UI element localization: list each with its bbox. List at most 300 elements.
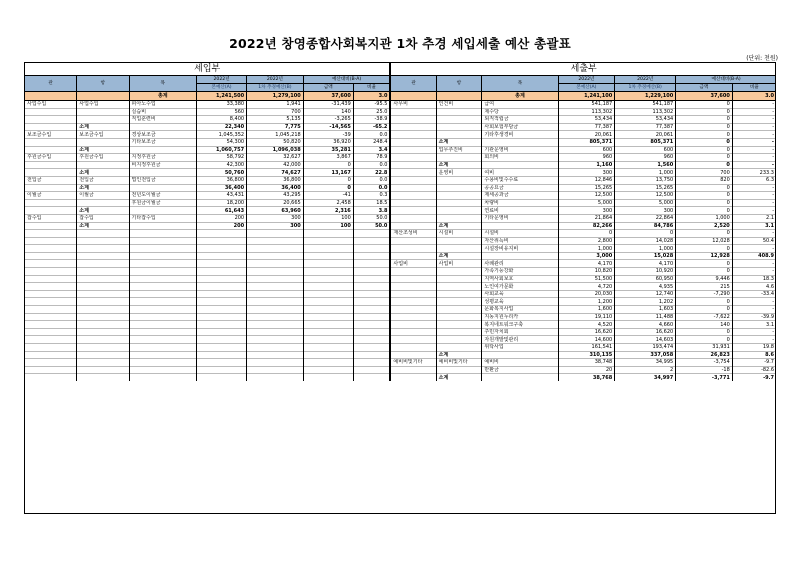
expense-supp-cell: 12,740 bbox=[615, 290, 676, 298]
header-gwan: 관 bbox=[25, 76, 77, 92]
expense-hang-cell bbox=[436, 298, 482, 306]
expense-gwan-cell bbox=[390, 237, 436, 245]
expense-mok-cell: 시설비 bbox=[482, 230, 558, 238]
header-exp-main2: 본예산(A) bbox=[558, 84, 615, 92]
expense-diff-cell: 0 bbox=[676, 138, 733, 146]
expense-ratio-cell: - bbox=[732, 192, 776, 200]
expense-main-cell: 541,187 bbox=[558, 101, 615, 109]
income-ratio-cell bbox=[353, 260, 390, 268]
income-supp-cell bbox=[247, 321, 304, 329]
expense-main-cell: 51,500 bbox=[558, 275, 615, 283]
income-supp-cell: 5,135 bbox=[247, 116, 304, 124]
expense-diff-cell: 0 bbox=[676, 154, 733, 162]
income-ratio-cell bbox=[353, 275, 390, 283]
income-supp-cell: 20,665 bbox=[247, 199, 304, 207]
income-hang-cell bbox=[77, 313, 129, 321]
income-ratio-cell: 3.8 bbox=[353, 207, 390, 215]
income-hang-cell bbox=[77, 237, 129, 245]
expense-main-cell: 14,600 bbox=[558, 336, 615, 344]
income-mok-cell bbox=[129, 184, 197, 192]
expense-ratio-cell: 3.0 bbox=[732, 92, 776, 101]
unit-label: (단위: 천원) bbox=[746, 55, 778, 62]
expense-main-cell: 4,720 bbox=[558, 283, 615, 291]
table-row bbox=[25, 283, 777, 291]
income-supp-cell: 43,295 bbox=[247, 192, 304, 200]
expense-gwan-cell bbox=[390, 222, 436, 230]
expense-gwan-cell bbox=[390, 290, 436, 298]
income-hang-cell: 소계 bbox=[77, 169, 129, 177]
income-ratio-cell bbox=[353, 351, 390, 359]
expense-hang-cell bbox=[436, 207, 482, 215]
header-exp-amt: 금액 bbox=[676, 84, 733, 92]
income-supp-cell bbox=[247, 336, 304, 344]
expense-gwan-cell bbox=[390, 154, 436, 162]
income-diff-cell bbox=[303, 313, 353, 321]
income-mok-cell: 후원금이월금 bbox=[129, 199, 197, 207]
table-row bbox=[25, 169, 777, 177]
income-ratio-cell: 0.0 bbox=[353, 131, 390, 139]
expense-mok-cell: 기타후생경비 bbox=[482, 131, 558, 139]
income-gwan-cell bbox=[25, 230, 77, 238]
expense-supp-cell: 34,997 bbox=[615, 374, 676, 381]
income-hang-cell: 잡수입 bbox=[77, 214, 129, 222]
header-inc-main2: 본예산(A) bbox=[197, 84, 247, 92]
income-main-cell: 1,241,500 bbox=[197, 92, 247, 101]
expense-ratio-cell: 19.8 bbox=[732, 344, 776, 352]
expense-main-cell: 300 bbox=[558, 207, 615, 215]
income-diff-cell bbox=[303, 252, 353, 260]
income-mok-cell bbox=[129, 374, 197, 381]
income-mok-cell bbox=[129, 344, 197, 352]
income-ratio-cell: 22.8 bbox=[353, 169, 390, 177]
expense-gwan-cell bbox=[390, 298, 436, 306]
income-main-cell bbox=[197, 290, 247, 298]
income-mok-cell: 기타잡수입 bbox=[129, 214, 197, 222]
expense-main-cell: 21,864 bbox=[558, 214, 615, 222]
expense-supp-cell: 1,000 bbox=[615, 245, 676, 253]
income-mok-cell bbox=[129, 336, 197, 344]
income-ratio-cell bbox=[353, 344, 390, 352]
expense-diff-cell: -7,622 bbox=[676, 313, 733, 321]
income-main-cell: 1,045,352 bbox=[197, 131, 247, 139]
income-supp-cell bbox=[247, 344, 304, 352]
expense-hang-cell bbox=[436, 192, 482, 200]
expense-main-cell: 20,061 bbox=[558, 131, 615, 139]
header-inc-sup2: 1차 추경예산(B) bbox=[247, 84, 304, 92]
income-ratio-cell bbox=[353, 374, 390, 381]
income-supp-cell: 1,045,218 bbox=[247, 131, 304, 139]
income-ratio-cell bbox=[353, 298, 390, 306]
income-ratio-cell bbox=[353, 366, 390, 374]
income-hang-cell: 이월금 bbox=[77, 192, 129, 200]
expense-supp-cell: 12,500 bbox=[615, 192, 676, 200]
income-main-cell: 560 bbox=[197, 108, 247, 116]
expense-mok-cell: 급여 bbox=[482, 101, 558, 109]
expense-main-cell: 38,748 bbox=[558, 359, 615, 367]
expense-hang-cell bbox=[436, 245, 482, 253]
income-ratio-cell bbox=[353, 237, 390, 245]
income-supp-cell bbox=[247, 283, 304, 291]
header-inc-amt: 금액 bbox=[303, 84, 353, 92]
expense-diff-cell: 0 bbox=[676, 230, 733, 238]
income-main-cell: 36,400 bbox=[197, 184, 247, 192]
income-main-cell bbox=[197, 298, 247, 306]
expense-diff-cell: 215 bbox=[676, 283, 733, 291]
table-row bbox=[25, 313, 777, 321]
income-hang-cell: 후원금수입 bbox=[77, 154, 129, 162]
income-gwan-cell bbox=[25, 222, 77, 230]
income-hang-cell: 소계 bbox=[77, 123, 129, 131]
expense-main-cell: 960 bbox=[558, 154, 615, 162]
income-hang-cell bbox=[77, 275, 129, 283]
expense-hang-cell bbox=[436, 344, 482, 352]
expense-main-cell: 10,820 bbox=[558, 268, 615, 276]
income-gwan-cell bbox=[25, 146, 77, 154]
income-gwan-cell bbox=[25, 161, 77, 169]
income-mok-cell: 피아노수업 bbox=[129, 101, 197, 109]
expense-hang-cell: 소계 bbox=[436, 374, 482, 381]
expense-diff-cell: 0 bbox=[676, 260, 733, 268]
income-diff-cell bbox=[303, 328, 353, 336]
header-mok: 목 bbox=[129, 76, 197, 92]
expense-supp-cell: 541,187 bbox=[615, 101, 676, 109]
income-hang-cell bbox=[77, 344, 129, 352]
table-row bbox=[25, 245, 777, 253]
expense-main-cell: 113,302 bbox=[558, 108, 615, 116]
income-diff-cell bbox=[303, 230, 353, 238]
income-hang-cell: 소계 bbox=[77, 207, 129, 215]
income-gwan-cell bbox=[25, 252, 77, 260]
expense-gwan-cell bbox=[390, 92, 436, 101]
income-mok-cell bbox=[129, 230, 197, 238]
expense-mok-cell: 가족기능강화 bbox=[482, 268, 558, 276]
expense-main-cell: 12,846 bbox=[558, 176, 615, 184]
table-row bbox=[25, 328, 777, 336]
expense-main-cell: 53,434 bbox=[558, 116, 615, 124]
table-row bbox=[25, 116, 777, 124]
expense-ratio-cell: - bbox=[732, 298, 776, 306]
income-hang-cell bbox=[77, 108, 129, 116]
income-mok-cell: 실습비 bbox=[129, 108, 197, 116]
income-gwan-cell bbox=[25, 344, 77, 352]
income-supp-cell bbox=[247, 328, 304, 336]
expense-supp-cell: 22,864 bbox=[615, 214, 676, 222]
expense-mok-cell bbox=[482, 222, 558, 230]
income-diff-cell: 37,600 bbox=[303, 92, 353, 101]
income-gwan-cell: 전입금 bbox=[25, 176, 77, 184]
table-row bbox=[25, 306, 777, 314]
expense-mok-cell: 사회보험부담금 bbox=[482, 123, 558, 131]
expense-main-cell: 1,000 bbox=[558, 245, 615, 253]
expense-supp-cell: 2 bbox=[615, 366, 676, 374]
table-row bbox=[25, 344, 777, 352]
income-hang-cell bbox=[77, 306, 129, 314]
expense-main-cell: 4,520 bbox=[558, 321, 615, 329]
income-gwan-cell bbox=[25, 260, 77, 268]
expense-supp-cell: 960 bbox=[615, 154, 676, 162]
expense-main-cell: 600 bbox=[558, 146, 615, 154]
expense-mok-cell bbox=[482, 374, 558, 381]
income-ratio-cell: 0.0 bbox=[353, 184, 390, 192]
expense-hang-cell bbox=[436, 290, 482, 298]
income-diff-cell: 35,281 bbox=[303, 146, 353, 154]
expense-supp-cell: 20,061 bbox=[615, 131, 676, 139]
expense-hang-cell: 소계 bbox=[436, 252, 482, 260]
income-supp-cell: 1,096,038 bbox=[247, 146, 304, 154]
expense-diff-cell: 0 bbox=[676, 306, 733, 314]
income-gwan-cell bbox=[25, 169, 77, 177]
expense-supp-cell: 1,000 bbox=[615, 169, 676, 177]
table-row bbox=[25, 154, 777, 162]
income-main-cell bbox=[197, 230, 247, 238]
income-supp-cell bbox=[247, 306, 304, 314]
expense-mok-cell: 위탁사업 bbox=[482, 344, 558, 352]
income-ratio-cell bbox=[353, 313, 390, 321]
expense-supp-cell: 193,474 bbox=[615, 344, 676, 352]
income-diff-cell bbox=[303, 366, 353, 374]
expense-hang-cell bbox=[436, 313, 482, 321]
expense-hang-cell: 소계 bbox=[436, 138, 482, 146]
income-hang-cell: 보조금수입 bbox=[77, 131, 129, 139]
income-ratio-cell: 248.4 bbox=[353, 138, 390, 146]
section-header-row bbox=[25, 63, 777, 76]
income-gwan-cell bbox=[25, 366, 77, 374]
expense-mok-cell: 연료비 bbox=[482, 207, 558, 215]
expense-mok-cell: 복지네트워크구축 bbox=[482, 321, 558, 329]
income-mok-cell bbox=[129, 351, 197, 359]
expense-hang-cell bbox=[436, 321, 482, 329]
expense-gwan-cell bbox=[390, 245, 436, 253]
income-diff-cell bbox=[303, 283, 353, 291]
income-diff-cell: -14,565 bbox=[303, 123, 353, 131]
income-supp-cell: 36,400 bbox=[247, 184, 304, 192]
table-row bbox=[25, 176, 777, 184]
income-main-cell bbox=[197, 366, 247, 374]
expense-hang-cell: 시설비 bbox=[436, 230, 482, 238]
expense-supp-cell: 53,434 bbox=[615, 116, 676, 124]
income-hang-cell bbox=[77, 298, 129, 306]
income-diff-cell bbox=[303, 359, 353, 367]
expense-ratio-cell: - bbox=[732, 161, 776, 169]
header-exp-sup: 2022년 bbox=[615, 76, 676, 84]
income-ratio-cell bbox=[353, 290, 390, 298]
income-diff-cell bbox=[303, 260, 353, 268]
expense-hang-cell bbox=[436, 268, 482, 276]
expense-main-cell: 1,200 bbox=[558, 298, 615, 306]
table-row bbox=[25, 336, 777, 344]
income-supp-cell: 36,800 bbox=[247, 176, 304, 184]
income-diff-cell bbox=[303, 290, 353, 298]
income-supp-cell: 1,279,100 bbox=[247, 92, 304, 101]
expense-supp-cell: 1,603 bbox=[615, 306, 676, 314]
income-diff-cell: 100 bbox=[303, 222, 353, 230]
expense-diff-cell: 12,928 bbox=[676, 252, 733, 260]
income-diff-cell: -3,265 bbox=[303, 116, 353, 124]
income-supp-cell: 42,000 bbox=[247, 161, 304, 169]
income-diff-cell bbox=[303, 245, 353, 253]
expense-hang-cell: 운영비 bbox=[436, 169, 482, 177]
expense-supp-cell: 14,603 bbox=[615, 336, 676, 344]
income-gwan-cell bbox=[25, 123, 77, 131]
income-gwan-cell bbox=[25, 184, 77, 192]
expense-gwan-cell bbox=[390, 116, 436, 124]
income-main-cell bbox=[197, 374, 247, 381]
table-row bbox=[25, 184, 777, 192]
income-main-cell bbox=[197, 306, 247, 314]
expense-ratio-cell: - bbox=[732, 123, 776, 131]
income-main-cell: 58,792 bbox=[197, 154, 247, 162]
expense-supp-cell: 5,000 bbox=[615, 199, 676, 207]
expense-ratio-cell: 6.3 bbox=[732, 176, 776, 184]
expense-main-cell: 310,135 bbox=[558, 351, 615, 359]
header-exp-mok: 목 bbox=[482, 76, 558, 92]
income-diff-cell: 0 bbox=[303, 161, 353, 169]
expense-section-label: 세출부 bbox=[390, 63, 776, 76]
header-exp-main: 2022년 bbox=[558, 76, 615, 84]
expense-supp-cell: 805,371 bbox=[615, 138, 676, 146]
expense-ratio-cell: - bbox=[732, 131, 776, 139]
expense-gwan-cell bbox=[390, 108, 436, 116]
income-main-cell: 22,340 bbox=[197, 123, 247, 131]
expense-mok-cell: 여비 bbox=[482, 169, 558, 177]
expense-mok-cell bbox=[482, 161, 558, 169]
income-gwan-cell bbox=[25, 108, 77, 116]
total-row bbox=[25, 92, 777, 101]
income-hang-cell bbox=[77, 336, 129, 344]
expense-diff-cell: 0 bbox=[676, 161, 733, 169]
document-title: 2022년 창영종합사회복지관 1차 추경 세입세출 예산 총괄표 bbox=[229, 36, 571, 51]
expense-mok-cell: 지역사회보호 bbox=[482, 275, 558, 283]
header-exp-hang: 항 bbox=[436, 76, 482, 92]
expense-hang-cell bbox=[436, 328, 482, 336]
income-diff-cell: 3,867 bbox=[303, 154, 353, 162]
income-hang-cell bbox=[77, 92, 129, 101]
expense-diff-cell: 37,600 bbox=[676, 92, 733, 101]
income-diff-cell: 0 bbox=[303, 184, 353, 192]
income-ratio-cell: 0.3 bbox=[353, 192, 390, 200]
income-mok-cell bbox=[129, 290, 197, 298]
expense-supp-cell: 113,302 bbox=[615, 108, 676, 116]
expense-main-cell: 82,266 bbox=[558, 222, 615, 230]
income-diff-cell: 100 bbox=[303, 214, 353, 222]
table-row bbox=[25, 146, 777, 154]
income-main-cell bbox=[197, 252, 247, 260]
table-row bbox=[25, 230, 777, 238]
expense-main-cell: 77,387 bbox=[558, 123, 615, 131]
expense-main-cell: 1,241,100 bbox=[558, 92, 615, 101]
income-mok-cell: 법인전입금 bbox=[129, 176, 197, 184]
expense-mok-cell: 예비비 bbox=[482, 359, 558, 367]
income-ratio-cell bbox=[353, 268, 390, 276]
expense-supp-cell: 84,786 bbox=[615, 222, 676, 230]
expense-diff-cell: 9,446 bbox=[676, 275, 733, 283]
expense-diff-cell: 0 bbox=[676, 116, 733, 124]
income-main-cell: 18,200 bbox=[197, 199, 247, 207]
income-supp-cell bbox=[247, 260, 304, 268]
expense-diff-cell: 0 bbox=[676, 268, 733, 276]
expense-hang-cell bbox=[436, 275, 482, 283]
income-hang-cell bbox=[77, 252, 129, 260]
expense-main-cell: 16,620 bbox=[558, 328, 615, 336]
expense-ratio-cell: 3.1 bbox=[732, 222, 776, 230]
expense-hang-cell bbox=[436, 176, 482, 184]
expense-ratio-cell: 18.3 bbox=[732, 275, 776, 283]
expense-hang-cell bbox=[436, 306, 482, 314]
income-main-cell: 1,060,757 bbox=[197, 146, 247, 154]
expense-ratio-cell: - bbox=[732, 336, 776, 344]
income-gwan-cell bbox=[25, 336, 77, 344]
expense-hang-cell: 예비비및기타 bbox=[436, 359, 482, 367]
income-main-cell: 42,300 bbox=[197, 161, 247, 169]
header-exp-gwan: 관 bbox=[390, 76, 436, 92]
expense-mok-cell: 사회교육 bbox=[482, 290, 558, 298]
income-main-cell: 200 bbox=[197, 222, 247, 230]
income-supp-cell bbox=[247, 252, 304, 260]
expense-mok-cell: 공공요금 bbox=[482, 184, 558, 192]
income-ratio-cell: 0.0 bbox=[353, 176, 390, 184]
table-row bbox=[25, 131, 777, 139]
expense-gwan-cell bbox=[390, 176, 436, 184]
income-hang-cell bbox=[77, 161, 129, 169]
income-supp-cell: 1,941 bbox=[247, 101, 304, 109]
expense-main-cell: 12,500 bbox=[558, 192, 615, 200]
expense-hang-cell bbox=[436, 131, 482, 139]
expense-supp-cell: 300 bbox=[615, 207, 676, 215]
table-row bbox=[25, 374, 777, 381]
expense-diff-cell: 12,028 bbox=[676, 237, 733, 245]
income-main-cell: 61,643 bbox=[197, 207, 247, 215]
expense-gwan-cell: 재산조성비 bbox=[390, 230, 436, 238]
expense-main-cell: 20,030 bbox=[558, 290, 615, 298]
expense-hang-cell: 인건비 bbox=[436, 101, 482, 109]
income-mok-cell bbox=[129, 207, 197, 215]
expense-gwan-cell bbox=[390, 161, 436, 169]
income-main-cell bbox=[197, 344, 247, 352]
income-supp-cell bbox=[247, 374, 304, 381]
income-diff-cell: 13,167 bbox=[303, 169, 353, 177]
expense-hang-cell: 소계 bbox=[436, 161, 482, 169]
expense-main-cell: 15,265 bbox=[558, 184, 615, 192]
expense-ratio-cell: - bbox=[732, 101, 776, 109]
income-ratio-cell bbox=[353, 306, 390, 314]
income-ratio-cell: -38.9 bbox=[353, 116, 390, 124]
expense-ratio-cell: 408.9 bbox=[732, 252, 776, 260]
income-ratio-cell bbox=[353, 321, 390, 329]
expense-supp-cell: 14,028 bbox=[615, 237, 676, 245]
table-row bbox=[25, 222, 777, 230]
table-row bbox=[25, 268, 777, 276]
expense-supp-cell: 600 bbox=[615, 146, 676, 154]
expense-gwan-cell bbox=[390, 252, 436, 260]
expense-diff-cell: -18 bbox=[676, 366, 733, 374]
expense-main-cell: 4,170 bbox=[558, 260, 615, 268]
income-ratio-cell bbox=[353, 245, 390, 253]
income-ratio-cell: 25.0 bbox=[353, 108, 390, 116]
expense-main-cell: 5,000 bbox=[558, 199, 615, 207]
table-row bbox=[25, 366, 777, 374]
income-gwan-cell bbox=[25, 298, 77, 306]
income-main-cell bbox=[197, 351, 247, 359]
income-supp-cell: 7,775 bbox=[247, 123, 304, 131]
table-row bbox=[25, 108, 777, 116]
expense-gwan-cell bbox=[390, 192, 436, 200]
expense-ratio-cell: - bbox=[732, 184, 776, 192]
expense-diff-cell: 0 bbox=[676, 328, 733, 336]
income-gwan-cell bbox=[25, 306, 77, 314]
table-row bbox=[25, 321, 777, 329]
income-gwan-cell bbox=[25, 138, 77, 146]
income-supp-cell bbox=[247, 351, 304, 359]
